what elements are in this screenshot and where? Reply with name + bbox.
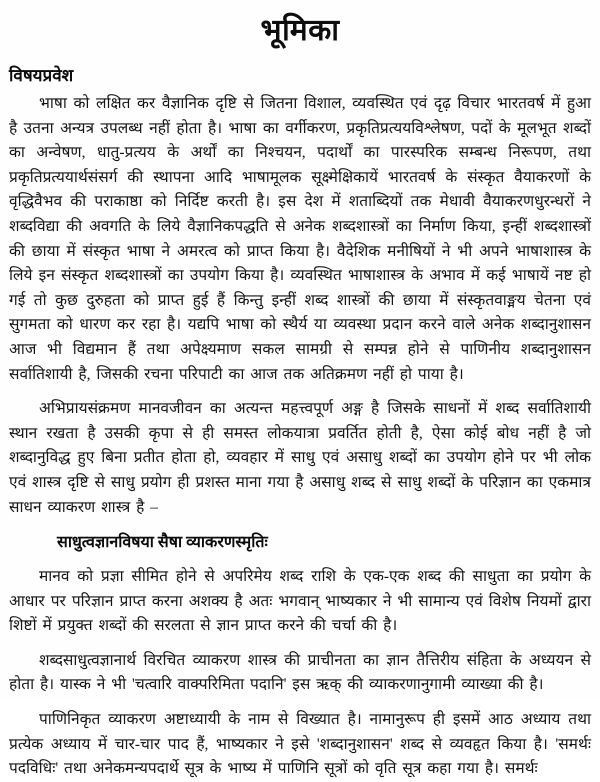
paragraph-shabda: अभिप्रायसंक्रमण मानवजीवन का अत्यन्त महत्त्वपूर्ण अङ्ग है जिसके साधनों में शब्द सर्वातिशायी स्थान रखता है उसकी कृपा से ही समस्त लोकयात्रा प्रवर्तित होती है, ऐसा कोई बोध नहीं है जो शब्दानुविद्ध हुए बिना प्रतीत होता हो, व्यवहार में साधु एवं असाधु शब्दों का उपयोग होने पर भी लोक एवं शास्त्र दृष्टि से साधु प्रयोग ही प्रशस्त माना गया है असाधु शब्द से साधु शब्दों के परिज्ञान का एकमात्र साधन व्याकरण शास्त्र है – xyxy=(9,400,591,516)
paragraph-prachinata: शब्दसाधुत्वज्ञानार्थ विरचित व्याकरण शास्त्र की प्राचीनता का ज्ञान तैत्तिरीय संहिता के अध्ययन से होता है। यास्क ने भी 'चत्वारि वाक्परिमिता पदानि' इस ऋक् की व्याकरणानुगामी व्याख्या की है। xyxy=(9,651,591,694)
section-heading: विषयप्रवेश xyxy=(9,66,74,85)
paragraph-ashtadhyayi: पाणिनिकृत व्याकरण अष्टाध्यायी के नाम से विख्यात है। नामानुरूप ही इसमें आठ अध्याय तथा प्रत्येक अध्याय में चार-चार पाद हैं, भाष्यकार ने इसे 'शब्दानुशासन' शब्द से व्यवहृत किया है। 'समर्थः पदविधिः' तथा अनेकमन्यपदार्थे सूत्र के भाष्य में पाणिनि सूत्रों को वृति सूत्र कहा गया है। समर्थः xyxy=(9,711,591,778)
page-title: भूमिका xyxy=(260,14,340,47)
paragraph-intro: भाषा को लक्षित कर वैज्ञानिक दृष्टि से जितना विशाल, व्यवस्थित एवं दृढ़ विचार भारतवर्ष में हुआ है उतना अन्यत्र उपलब्ध नहीं होता है। भाषा का वर्गीकरण, प्रकृतिप्रत्ययविश्लेषण, पदों के मूलभूत शब्दों का अन्वेषण, धातु-प्रत्यय के अर्थों का निश्चयन, पदार्थों का पारस्परिक सम्बन्ध निरूपण, तथा प्रकृतिप्रत्ययार्थसंसर्ग की स्थापना आदि भाषामूलक सूक्ष्मेक्षिकायें भारतवर्ष के संस्कृत वैयाकरणों के वृद्धिवैभव की पराकाष्ठा को निर्दिष्ट करती है। इस देश में शताब्दियों तक मेधावी वैयाकरणधुरन्धरों ने शब्दविद्या की अवगति के लिये वैज्ञानिकपद्धति से अनेक शब्दशास्त्रों का निर्माण किया, इन्हीं शब्दशास्त्रों की छाया में संस्कृत भाषा ने अमरत्व को प्राप्त किया है। वैदेशिक मनीषियों ने भी अपने भाषाशास्त्र के लिये इन संस्कृत शब्दशास्त्रों का उपयोग किया है। व्यवस्थित भाषाशास्त्र के अभाव में कई भाषायें नष्ट हो गई तो कुछ दुरुहता को प्राप्त हुई हैं किन्तु इन्हीं शब्द शास्त्रों की छाया में संस्कृतवाङ्मय चेतना एवं सुगमता को धारण कर रहा है। यद्यपि भाषा को स्थैर्य या व्यवस्था प्रदान करने वाले अनेक शब्दानुशासन आज भी विद्यमान हैं तथा अपेक्ष्यमाण सकल सामग्री से सम्पन्न होने से पाणिनीय शब्दानुशासन सर्वातिशायी है, जिसकी रचना परिपाटी का आज तक अतिक्रमण नहीं हो पाया है। xyxy=(9,95,591,383)
verse-quote: साधुत्वज्ञानविषया सैषा व्याकरणस्मृतिः xyxy=(57,534,268,552)
paragraph-manav: मानव को प्रज्ञा सीमित होने से अपरिमेय शब्द राशि के एक-एक शब्द की साधुता का प्रयोग के आधार पर परिज्ञान प्राप्त करना अशक्य है अतः भगवान् भाष्यकार ने भी सामान्य एवं विशेष नियमों द्वारा शिष्टों में प्रयुक्त शब्दों की सरलता से ज्ञान प्राप्त करने की चर्चा की है। xyxy=(9,568,591,635)
